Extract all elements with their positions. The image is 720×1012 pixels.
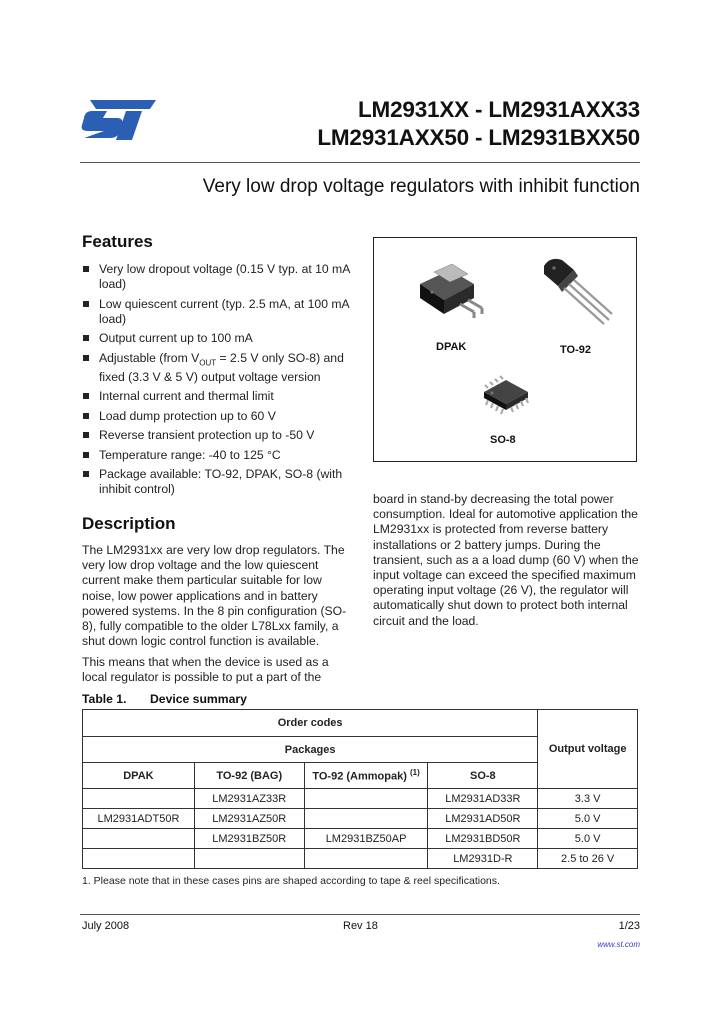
table-title: Device summary bbox=[150, 692, 247, 706]
col-header-to92-bag: TO-92 (BAG) bbox=[194, 763, 304, 789]
list-item: Temperature range: -40 to 125 °C bbox=[82, 448, 362, 463]
table-cell: LM2931AZ33R bbox=[194, 789, 304, 809]
table-row bbox=[83, 809, 638, 829]
table-cell bbox=[304, 789, 428, 809]
list-item: Output current up to 100 mA bbox=[82, 331, 362, 346]
table-row bbox=[83, 789, 638, 809]
table-cell bbox=[194, 849, 304, 869]
list-item: Load dump protection up to 60 V bbox=[82, 409, 362, 424]
footnote-ref: (1) bbox=[409, 768, 420, 778]
table-cell: 3.3 V bbox=[538, 789, 638, 809]
list-item: Internal current and thermal limit bbox=[82, 389, 362, 404]
table-number: Table 1. bbox=[82, 692, 127, 706]
to92-package-image bbox=[534, 252, 614, 338]
table-cell: LM2931D-R bbox=[428, 849, 538, 869]
table-caption bbox=[82, 692, 247, 706]
footer-date: July 2008 bbox=[82, 920, 130, 932]
col-header-dpak: DPAK bbox=[83, 763, 195, 789]
to92-label: TO-92 bbox=[560, 344, 591, 356]
table-cell bbox=[304, 809, 428, 829]
footer-url-link[interactable]: www.st.com bbox=[597, 940, 640, 949]
packages-header: Packages bbox=[83, 737, 538, 763]
so8-package-image bbox=[478, 374, 534, 422]
list-item: Low quiescent current (typ. 2.5 mA, at 100 mA load) bbox=[82, 297, 362, 327]
dpak-label: DPAK bbox=[436, 341, 467, 353]
st-logo bbox=[80, 98, 156, 142]
table-cell bbox=[304, 849, 428, 869]
col-header-to92-ammopak bbox=[304, 763, 428, 789]
adjustable-pre: Adjustable (from V bbox=[99, 350, 200, 365]
table-cell: LM2931BZ50R bbox=[194, 829, 304, 849]
list-item: Reverse transient protection up to -50 V bbox=[82, 428, 362, 443]
description-paragraph-3: board in stand-by decreasing the total power consumption. Ideal for automotive application the LM2931xx is protected from reverse battery installations or 2 battery jumps. During the transient, such as a a load dump (60 V) when the input voltage can exceed the specified maximum operating input voltage (26 V), the regulator will automatically shut down to protect both internal circuit and the load. bbox=[373, 492, 639, 628]
order-codes-header: Order codes bbox=[83, 710, 538, 737]
document-title bbox=[317, 96, 640, 152]
description-paragraph-1: The LM2931xx are very low drop regulators. The very low drop voltage and the low quiescent current make them particular suitable for low noise, low power applications and in battery powered systems. In the 8 pin configuration (SO-8), fully compatible to the older L78Lxx family, a shut down logic control function is available. bbox=[82, 543, 347, 649]
adjustable-post: = 2.5 V only SO-8) and fixed (3.3 V & 5 V) output voltage version bbox=[99, 350, 344, 384]
col-header-so8: SO-8 bbox=[428, 763, 538, 789]
device-summary-table bbox=[82, 709, 638, 869]
footer-page-number: 1/23 bbox=[618, 920, 640, 932]
col-header-to92-ammopak-label: TO-92 (Ammopak) bbox=[312, 770, 407, 783]
output-voltage-header: Output voltage bbox=[538, 710, 638, 789]
description-heading: Description bbox=[82, 514, 176, 533]
table-cell: 5.0 V bbox=[538, 809, 638, 829]
so8-label: SO-8 bbox=[490, 434, 516, 446]
table-cell: LM2931AD50R bbox=[428, 809, 538, 829]
table-cell: LM2931AZ50R bbox=[194, 809, 304, 829]
table-row bbox=[83, 849, 638, 869]
table-footnote: 1. Please note that in these cases pins are shaped according to tape & reel specifications. bbox=[82, 875, 500, 887]
table-cell: LM2931ADT50R bbox=[83, 809, 195, 829]
table-cell: LM2931AD33R bbox=[428, 789, 538, 809]
title-line-1: LM2931XX - LM2931AXX33 bbox=[358, 97, 640, 122]
table-cell: LM2931BD50R bbox=[428, 829, 538, 849]
table-row bbox=[83, 829, 638, 849]
footer-revision: Rev 18 bbox=[343, 920, 378, 932]
table-cell: LM2931BZ50AP bbox=[304, 829, 428, 849]
subtitle: Very low drop voltage regulators with inhibit function bbox=[202, 176, 640, 197]
package-figure bbox=[373, 237, 637, 462]
title-divider bbox=[80, 162, 640, 163]
table-cell bbox=[83, 849, 195, 869]
list-item: Package available: TO-92, DPAK, SO-8 (with inhibit control) bbox=[82, 467, 362, 497]
table-cell bbox=[83, 789, 195, 809]
list-item bbox=[82, 351, 362, 385]
vout-subscript: OUT bbox=[199, 357, 217, 367]
footer-divider bbox=[80, 914, 640, 915]
features-heading: Features bbox=[82, 232, 153, 251]
table-cell: 2.5 to 26 V bbox=[538, 849, 638, 869]
features-list bbox=[82, 262, 362, 502]
description-paragraph-2: This means that when the device is used as a local regulator is possible to put a part of the bbox=[82, 655, 329, 685]
table-cell: 5.0 V bbox=[538, 829, 638, 849]
dpak-package-image bbox=[412, 262, 492, 322]
table-cell bbox=[83, 829, 195, 849]
list-item: Very low dropout voltage (0.15 V typ. at 10 mA load) bbox=[82, 262, 362, 292]
title-line-2: LM2931AXX50 - LM2931BXX50 bbox=[317, 125, 640, 150]
